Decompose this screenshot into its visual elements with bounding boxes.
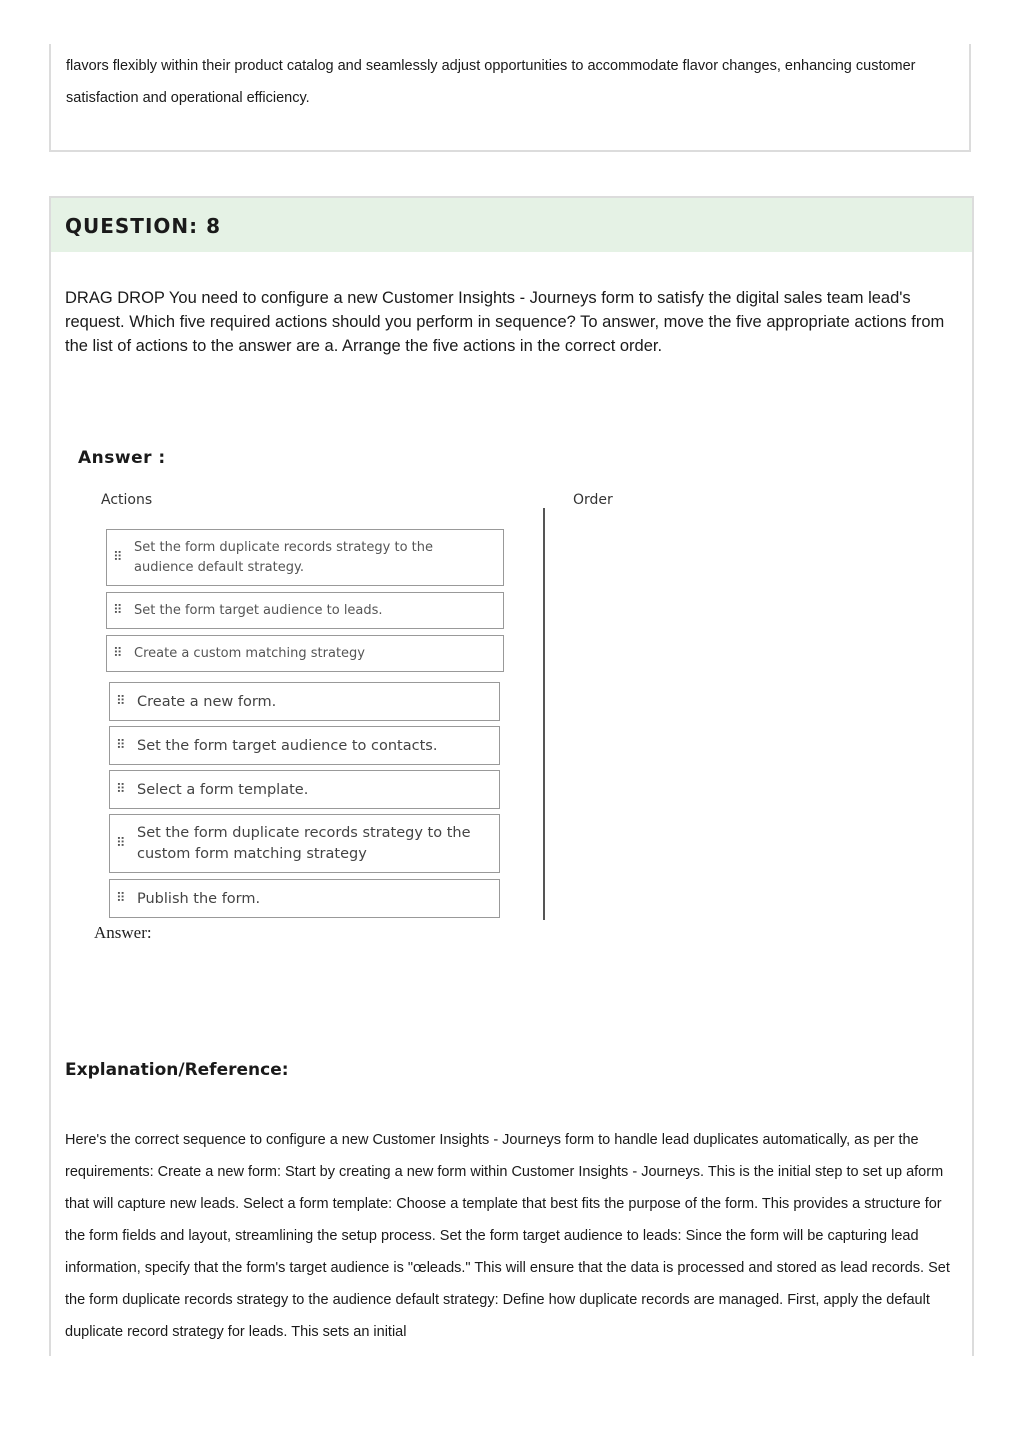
question-panel: [49, 196, 974, 1356]
action-item[interactable]: [109, 682, 500, 721]
explanation-text: Here's the correct sequence to configure a new Customer Insights - Journeys form to handle lead duplicates automatically, as per the requirements: Create a new form: Start by creating a new form within Customer Insights - Journeys. This is the initial step to set up aform that will capture new leads. Select a form template: Choose a template that best fits the purpose of the form. This provides a structure for the form fields and layout, streamlining the setup process. Set the form target audience to leads: Since the form will be capturing lead information, specify that the form's target audience is "œleads." This will ensure that the data is processed and stored as lead records. Set the form duplicate records strategy to the audience default strategy: Define how duplicate records are managed. First, apply the default duplicate record strategy for leads. This sets an initial: [65, 1132, 950, 1340]
drag-handle-icon: ⠿: [116, 782, 125, 797]
column-divider: [543, 508, 545, 920]
action-label: Select a form template.: [137, 782, 309, 798]
drag-drop-image: [101, 488, 671, 928]
answer-heading: Answer :: [78, 448, 166, 468]
previous-answer-panel: [49, 44, 971, 152]
drag-handle-icon: ⠿: [116, 836, 125, 851]
drag-handle-icon: ⠿: [116, 891, 125, 906]
question-header: [51, 198, 972, 252]
action-item[interactable]: [109, 770, 500, 809]
answer-label: Answer:: [94, 923, 152, 942]
action-label: Create a custom matching strategy: [134, 646, 366, 661]
action-item[interactable]: [106, 635, 504, 672]
action-item[interactable]: [109, 814, 500, 873]
drag-handle-icon: ⠿: [116, 738, 125, 753]
question-text: DRAG DROP You need to configure a new Customer Insights - Journeys form to satisfy the digital sales team lead's request. Which five required actions should you perform in sequence? To answer, move the five appropriate actions from the list of actions to the answer are a. Arrange the five actions in the correct order.: [65, 289, 945, 355]
drag-handle-icon: ⠿: [113, 646, 122, 661]
action-item[interactable]: [106, 529, 504, 586]
question-title: QUESTION: 8: [65, 214, 222, 238]
order-column-header: Order: [573, 492, 613, 508]
explanation-heading: Explanation/Reference:: [65, 1060, 289, 1080]
action-label: Publish the form.: [137, 891, 261, 907]
drag-handle-icon: ⠿: [116, 694, 125, 709]
action-item[interactable]: [106, 592, 504, 629]
drag-handle-icon: ⠿: [113, 603, 122, 618]
action-label: Set the form duplicate records strategy to the custom form matching strategy: [137, 825, 471, 862]
action-label: Set the form duplicate records strategy to the audience default strategy.: [134, 540, 433, 575]
action-label: Create a new form.: [137, 694, 277, 710]
action-label: Set the form target audience to leads.: [134, 603, 383, 618]
action-item[interactable]: [109, 726, 500, 765]
previous-answer-text: flavors flexibly within their product catalog and seamlessly adjust opportunities to accommodate flavor changes, enhancing customer satisfaction and operational efficiency.: [66, 58, 916, 106]
action-item[interactable]: [109, 879, 500, 918]
action-label: Set the form target audience to contacts.: [137, 738, 438, 754]
actions-column-header: Actions: [101, 492, 153, 508]
drag-handle-icon: ⠿: [113, 550, 122, 565]
